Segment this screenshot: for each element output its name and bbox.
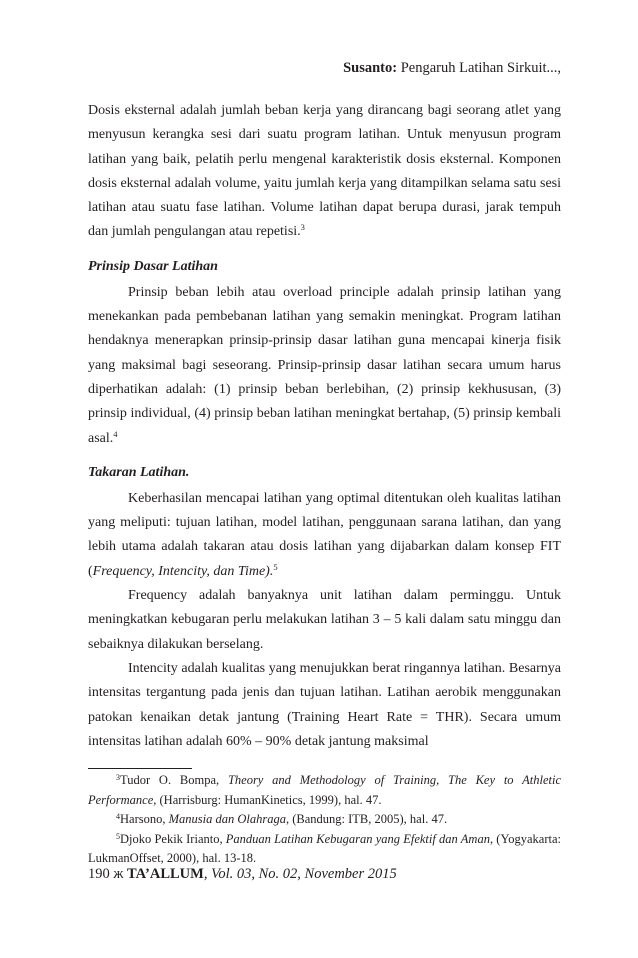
header-author: Susanto:	[343, 60, 398, 76]
section-heading-takaran: Takaran Latihan.	[88, 464, 190, 480]
page-number: 190	[88, 866, 110, 882]
footnote-ref: 4	[113, 428, 118, 439]
footnote-ref: 5	[273, 561, 278, 572]
footnote-4: $^4$Harsono, Manusia dan Olahraga, (Bandung: ITB, 2005), hal. 47.	[116, 812, 448, 826]
footnote-divider	[88, 768, 192, 769]
paragraph-prinsip: Prinsip beban lebih atau overload principle adalah prinsip latihan yang menekankan pada pembebanan latihan yang semakin meningkat. Program latihan hendaknya menerapkan prinsip-prinsip dasar latihan guna mencapai kinerja fisik yang maksimal bagi seseorang. Prinsip-prinsip dasar latihan secara umum harus diperhatikan adalah: (1) prinsip beban berlebihan, (2) prinsip kekhususan, (3) prinsip individual, (4) prinsip beban latihan meningkat bertahap, (5) prinsip kembali asal.$^4$	[88, 284, 561, 446]
running-header	[0, 60, 561, 77]
journal-volume: , Vol. 03, No. 02, November 2015	[203, 866, 397, 882]
section-heading-prinsip: Prinsip Dasar Latihan	[88, 258, 218, 274]
paragraph-takaran: Keberhasilan mencapai latihan yang optimal ditentukan oleh kualitas latihan yang meliputi: tujuan latihan, model latihan, penggunaan sarana latihan, dan yang lebih utama adalah takaran atau dosis latihan yang dijabarkan dalam konsep FIT (Frequency, Intencity, dan Time).$^5$	[88, 490, 561, 579]
footnote-3: $^3$Tudor O. Bompa, Theory and Methodology of Training, The Key to Athletic Performance, (Harrisburg: HumanKinetics, 1999), hal. 47.	[88, 773, 562, 807]
paragraph-frequency: Frequency adalah banyaknya unit latihan dalam perminggu. Untuk meningkatkan kebugaran perlu melakukan latihan 3 – 5 kali dalam satu minggu dan sebaiknya dilakukan berselang.	[88, 588, 561, 652]
footnotes	[88, 771, 561, 869]
header-title: Pengaruh Latihan Sirkuit...,	[400, 60, 561, 76]
footnote-5: $^5$Djoko Pekik Irianto, Panduan Latihan Kebugaran yang Efektif dan Aman, (Yogyakarta: LukmanOffset, 2000), hal. 13-18.	[88, 831, 561, 865]
paragraph-dosis: Dosis eksternal adalah jumlah beban kerja yang dirancang bagi seorang atlet yang menyusun kerangka sesi dari suatu program latihan. Untuk menyusun program latihan yang baik, pelatih perlu mengenal karakteristik dosis eksternal. Komponen dosis eksternal adalah volume, yaitu jumlah kerja yang ditampilkan selama satu sesi latihan atau suatu fase latihan. Volume latihan dapat berupa durasi, jarak tempuh dan jumlah pengulangan atau repetisi.$^3$	[88, 103, 561, 240]
page-footer	[88, 866, 397, 883]
journal-name: TA’ALLUM	[127, 866, 204, 882]
article-body	[88, 99, 561, 754]
footnote-ref: 3	[300, 222, 305, 233]
paragraph-intencity: Intencity adalah kualitas yang menujukkan berat ringannya latihan. Besarnya intensitas tergantung pada jenis dan tujuan latihan. Latihan aerobik menggunakan patokan kenaikan detak jantung (Training Heart Rate = THR). Secara umum intensitas latihan adalah 60% – 90% detak jantung maksimal	[88, 660, 561, 749]
footer-separator: ж	[113, 866, 124, 882]
